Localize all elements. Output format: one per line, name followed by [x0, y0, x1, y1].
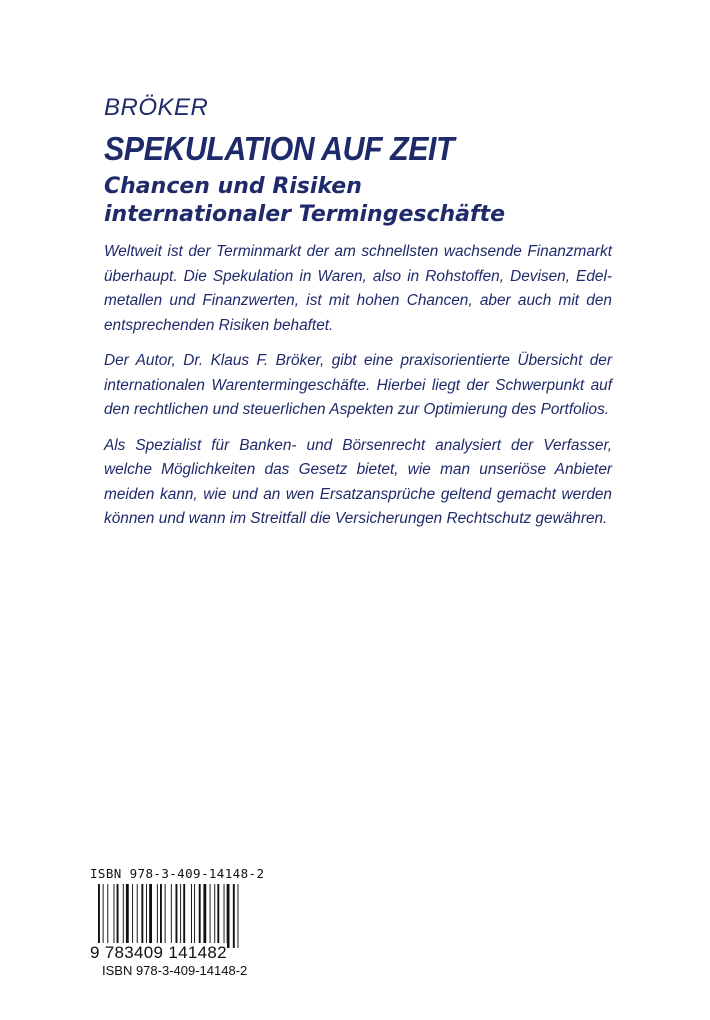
barcode-bar	[224, 884, 225, 948]
barcode-bar	[199, 884, 201, 948]
barcode-bar	[117, 884, 119, 948]
author-name: BRÖKER	[104, 94, 209, 121]
barcode-bar	[103, 884, 104, 948]
ean-digits: 9 783409 141482	[90, 943, 227, 962]
barcode-bar	[217, 884, 219, 948]
barcode-bar	[137, 884, 138, 948]
barcode-bar	[126, 884, 129, 948]
barcode-bar	[132, 884, 133, 948]
barcode-bar	[157, 884, 158, 948]
barcode-bar	[238, 884, 239, 948]
barcode-bar	[123, 884, 124, 948]
subtitle-line-1: Chancen und Risiken	[104, 174, 362, 199]
barcode-bar	[171, 884, 172, 948]
subtitle-line-2: internationaler Termingeschäfte	[104, 202, 506, 227]
barcode-bar	[114, 884, 115, 948]
barcode-bar	[176, 884, 178, 948]
barcode-bar	[194, 884, 195, 948]
barcode-bar	[141, 884, 143, 948]
blurb-text	[104, 240, 612, 543]
book-subtitle	[104, 173, 505, 229]
isbn-label-bottom: ISBN 978-3-409-14148-2	[102, 963, 248, 978]
blurb-paragraph-1: Weltweit ist der Terminmarkt der am schnellsten wachsende Finanzmarkt überhaupt. Die Spekulation in Waren, also in Rohstoffen, Devisen, Edel-metallen und Finanzwerten, ist mit hohen Chancen, aber auch mit den entsprechenden Risiken behaftet.	[104, 243, 612, 334]
book-title: SPEKULATION AUF ZEIT	[104, 130, 455, 167]
barcode-bar	[165, 884, 166, 948]
barcode-bar	[160, 884, 162, 948]
barcode-bar	[210, 884, 211, 948]
barcode-bar	[107, 884, 108, 948]
blurb-paragraph-3: Als Spezialist für Banken- und Börsenrecht analysiert der Verfasser, welche Möglichkeiten das Gesetz bietet, wie man unseriöse Anbieter meiden kann, wie und an wen Ersatzansprüche geltend gemacht werden können und wann im Streitfall die Versicherungen Rechtschutz gewähren.	[104, 436, 612, 527]
barcode-bar	[98, 884, 100, 948]
barcode-bar	[203, 884, 206, 948]
barcode-bar	[180, 884, 181, 948]
blurb-paragraph-2: Der Autor, Dr. Klaus F. Bröker, gibt eine praxisorientierte Übersicht der internationalen Warentermingeschäfte. Hierbei liegt der Schwerpunkt auf den rechtlichen und steuerlichen Aspekten zur Optimierung des Portfolios.	[104, 352, 612, 418]
barcode-bar	[233, 884, 235, 948]
barcode-bar	[227, 884, 230, 948]
barcode-bar	[149, 884, 152, 948]
barcode-graphic	[96, 884, 246, 948]
isbn-label-top: ISBN 978-3-409-14148-2	[90, 866, 265, 881]
barcode-bar	[183, 884, 185, 948]
barcode-bar	[191, 884, 192, 948]
barcode-bar	[214, 884, 215, 948]
barcode-bar	[146, 884, 147, 948]
